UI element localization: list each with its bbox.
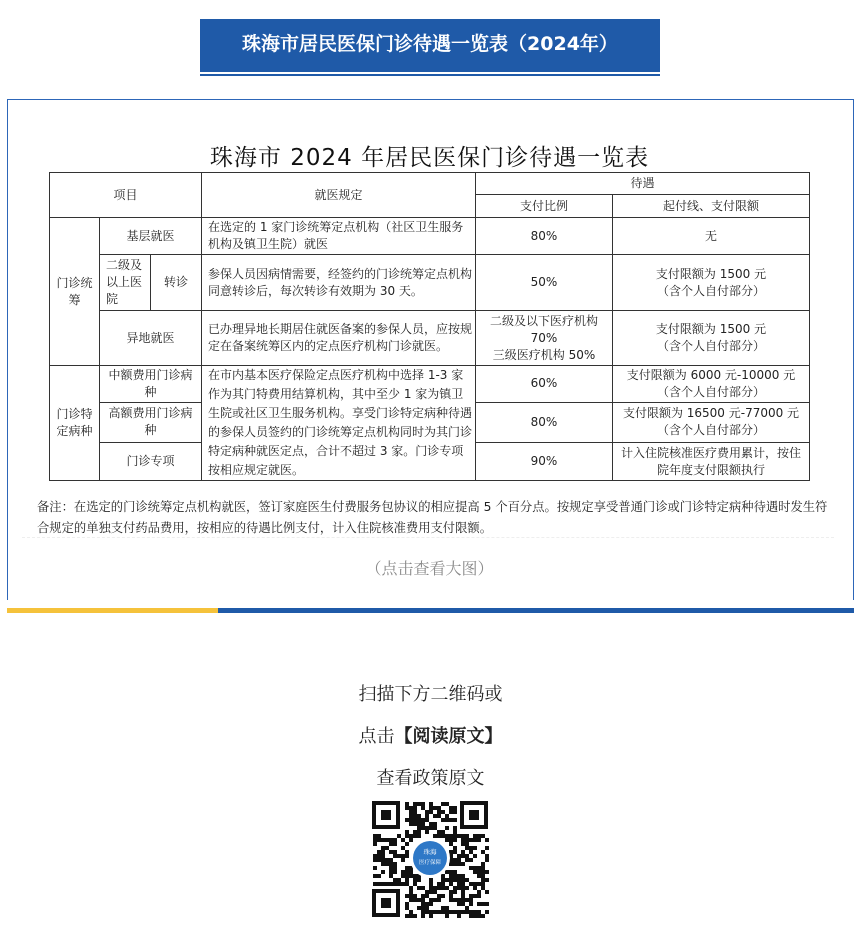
ratio-line: 三级医疗机构 50% — [492, 347, 596, 362]
header-item: 项目 — [50, 173, 202, 218]
row-limit: 无 — [613, 218, 810, 255]
header-ratio: 支付比例 — [476, 195, 613, 218]
cta-line-3: 查看政策原文 — [376, 768, 485, 789]
row-limit — [613, 366, 810, 403]
qr-logo-text: 珠海 — [423, 848, 437, 856]
row-name: 二级及以上医院 — [100, 255, 151, 311]
footer-bar-blue — [218, 608, 854, 613]
row-rule: 在选定的 1 家门诊统筹定点机构（社区卫生服务机构及镇卫生院）就医 — [202, 218, 476, 255]
row-limit: 计入住院核准医疗费用累计，按住院年度支付限额执行 — [613, 443, 810, 481]
group-outpatient-pool: 门诊统筹 — [50, 218, 100, 366]
view-large-image-link[interactable]: （点击查看大图） — [365, 559, 494, 578]
row-ratio — [476, 311, 613, 366]
limit-line: （含个人自付部分） — [656, 423, 765, 438]
row-limit — [613, 311, 810, 366]
header-limit: 起付线、支付限额 — [613, 195, 810, 218]
table-note: 备注：在选定的门诊统筹定点机构就医，签订家庭医生付费服务包协议的相应提高 5 个百分点。按规定享受普通门诊或门诊特定病种待遇时发生符合规定的单独支付药品费用，按相应的待遇比例支付，计入住院核准费用支付限额。 — [37, 500, 828, 535]
group-special-disease: 门诊特定病种 — [50, 366, 100, 481]
row-name: 高额费用门诊病种 — [100, 402, 202, 443]
row-name: 门诊专项 — [100, 443, 202, 481]
qr-code[interactable] — [371, 800, 489, 918]
limit-line: （含个人自付部分） — [656, 283, 765, 298]
row-limit — [613, 402, 810, 443]
cta-line-1: 扫描下方二维码或 — [358, 684, 503, 705]
footer-bar-yellow — [7, 608, 218, 613]
header-benefit: 待遇 — [476, 173, 810, 195]
cta-line-2 — [0, 722, 861, 748]
row-ratio: 60% — [476, 366, 613, 403]
banner-underline — [200, 74, 660, 76]
limit-line: 支付限额为 1500 元 — [655, 266, 767, 281]
cta-prefix: 点击 — [358, 726, 395, 747]
shared-rule: 在市内基本医疗保险定点医疗机构中选择 1-3 家作为其门特费用结算机构，其中至少 1 家为镇卫生院或社区卫生服务机构。享受门诊特定病种待遇的参保人员签约的门诊统筹定点机构同时为其门诊特定病种就医定点，合计不超过 3 家。门诊专项按相应规定就医。 — [202, 366, 476, 481]
row-rule: 参保人员因病情需要，经签约的门诊统筹定点机构同意转诊后，每次转诊有效期为 30 天。 — [202, 255, 476, 311]
limit-line: （含个人自付部分） — [656, 384, 765, 399]
ratio-line: 二级及以下医疗机构 — [489, 313, 598, 328]
row-name: 异地就医 — [100, 311, 202, 366]
row-limit — [613, 255, 810, 311]
limit-line: 支付限额为 6000 元-10000 元 — [626, 367, 796, 382]
row-ratio: 90% — [476, 443, 613, 481]
row-rule: 已办理异地长期居住就医备案的参保人员，应按规定在备案统筹区内的定点医疗机构门诊就医。 — [202, 311, 476, 366]
row-ratio: 50% — [476, 255, 613, 311]
table-title: 珠海市 2024 年居民医保门诊待遇一览表 — [209, 145, 650, 171]
benefit-table[interactable] — [49, 172, 810, 481]
row-subname: 转诊 — [151, 255, 202, 311]
row-name: 基层就医 — [100, 218, 202, 255]
limit-line: 支付限额为 16500 元-77000 元 — [622, 406, 800, 421]
row-ratio: 80% — [476, 218, 613, 255]
banner-title: 珠海市居民医保门诊待遇一览表（2024年） — [242, 33, 618, 55]
row-ratio: 80% — [476, 402, 613, 443]
limit-line: 支付限额为 1500 元 — [655, 322, 767, 336]
qr-logo-text: 医疗保障 — [418, 860, 442, 866]
header-rule: 就医规定 — [202, 173, 476, 218]
row-name: 中额费用门诊病种 — [100, 366, 202, 403]
image-bottom-divider — [22, 537, 834, 539]
read-original-link[interactable]: 【阅读原文】 — [394, 726, 503, 747]
ratio-line: 70% — [530, 330, 558, 345]
limit-line: （含个人自付部分） — [656, 339, 765, 353]
title-banner — [200, 19, 660, 73]
